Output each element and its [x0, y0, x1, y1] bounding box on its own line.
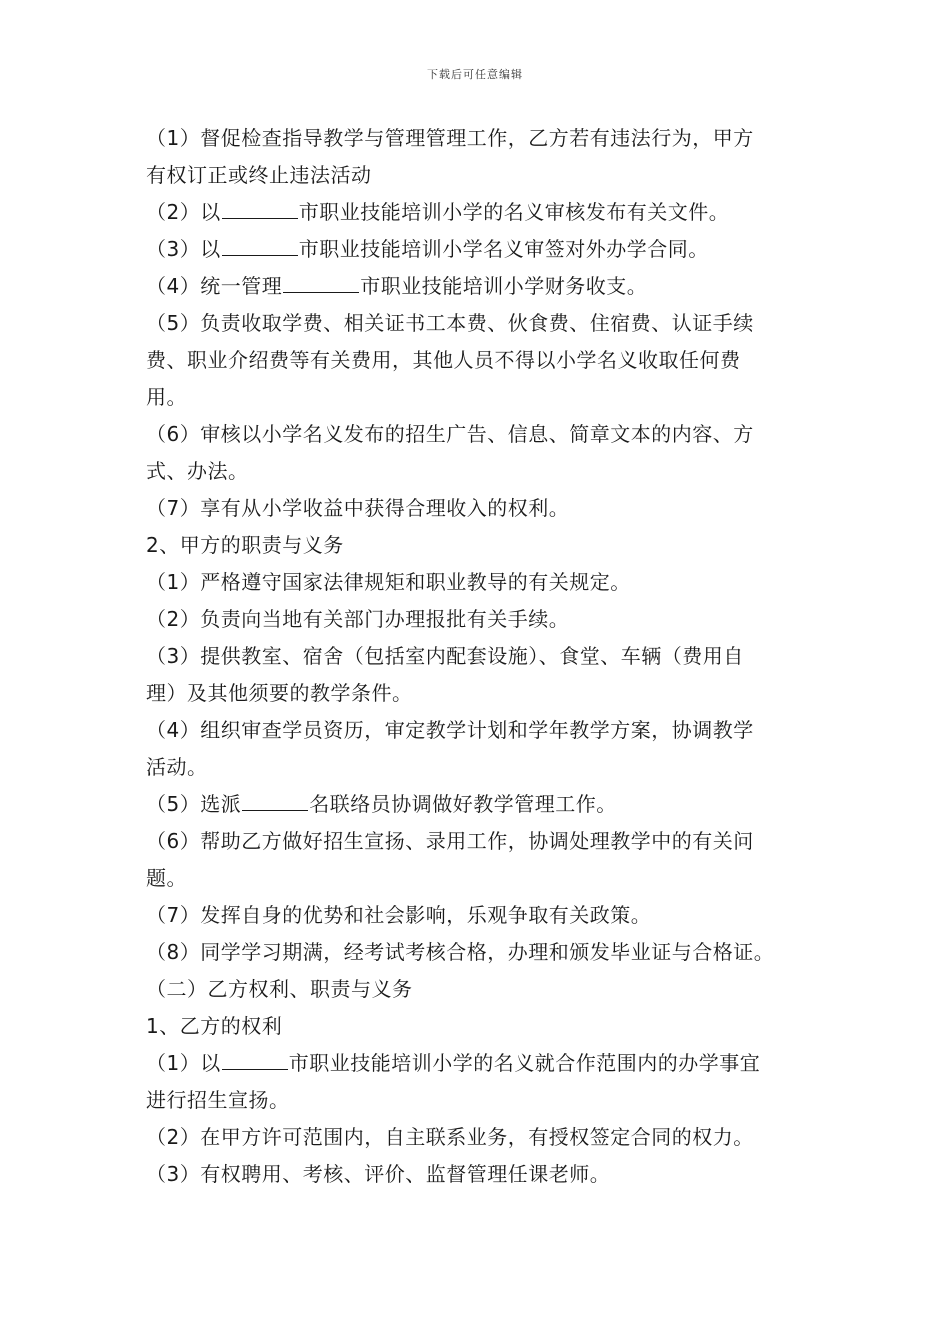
text-line: （二）乙方权利、职责与义务	[146, 977, 413, 1001]
line-prefix: （1）以	[146, 1051, 221, 1075]
text-line: （7）享有从小学收益中获得合理收入的权利。	[146, 496, 570, 520]
line-suffix: 市职业技能培训小学的名义就合作范围内的办学事宜	[288, 1051, 761, 1075]
text-line: 进行招生宣扬。	[146, 1088, 290, 1112]
text-line	[146, 1045, 818, 1082]
text-line: （2）负责向当地有关部门办理报批有关手续。	[146, 607, 570, 631]
text-line: 理）及其他须要的教学条件。	[146, 681, 413, 705]
line-prefix: （3）以	[146, 237, 221, 261]
text-line: （5）负责收取学费、相关证书工本费、伙食费、住宿费、认证手续	[146, 311, 754, 335]
fill-in-blank	[242, 792, 308, 811]
text-line	[146, 268, 818, 305]
text-line: （8）同学学习期满，经考试考核合格，办理和颁发毕业证与合格证。	[146, 940, 775, 964]
text-line: 有权订正或终止违法活动	[146, 163, 372, 187]
line-prefix: （4）统一管理	[146, 274, 283, 298]
text-line: 费、职业介绍费等有关费用，其他人员不得以小学名义收取任何费	[146, 348, 741, 372]
text-line: 1、乙方的权利	[146, 1014, 283, 1038]
text-line: （7）发挥自身的优势和社会影响，乐观争取有关政策。	[146, 903, 652, 927]
fill-in-blank	[222, 237, 298, 256]
fill-in-blank	[283, 274, 359, 293]
text-line: （3）有权聘用、考核、评价、监督管理任课老师。	[146, 1162, 611, 1186]
line-suffix: 市职业技能培训小学的名义审核发布有关文件。	[298, 200, 730, 224]
text-line: 题。	[146, 866, 187, 890]
line-prefix: （2）以	[146, 200, 221, 224]
line-suffix: 市职业技能培训小学名义审签对外办学合同。	[298, 237, 709, 261]
text-line: 活动。	[146, 755, 208, 779]
text-line: （1）督促检查指导教学与管理管理工作，乙方若有违法行为，甲方	[146, 126, 754, 150]
text-line	[146, 194, 818, 231]
text-line: 2、甲方的职责与义务	[146, 533, 344, 557]
text-line	[146, 231, 818, 268]
text-line: （6）帮助乙方做好招生宣扬、录用工作，协调处理教学中的有关问	[146, 829, 754, 853]
fill-in-blank	[222, 200, 298, 219]
page-header: 下载后可任意编辑	[427, 68, 523, 81]
fill-in-blank	[222, 1051, 288, 1070]
text-line	[146, 786, 818, 823]
text-line: （6）审核以小学名义发布的招生广告、信息、简章文本的内容、方	[146, 422, 754, 446]
document-body	[146, 120, 818, 1193]
text-line: 用。	[146, 385, 187, 409]
text-line: （1）严格遵守国家法律规矩和职业教导的有关规定。	[146, 570, 631, 594]
line-prefix: （5）选派	[146, 792, 242, 816]
text-line: （3）提供教室、宿舍（包括室内配套设施）、食堂、车辆（费用自	[146, 644, 744, 668]
text-line: 式、办法。	[146, 459, 249, 483]
line-suffix: 市职业技能培训小学财务收支。	[360, 274, 648, 298]
text-line: （2）在甲方许可范围内，自主联系业务，有授权签定合同的权力。	[146, 1125, 754, 1149]
text-line: （4）组织审查学员资历，审定教学计划和学年教学方案，协调教学	[146, 718, 754, 742]
line-suffix: 名联络员协调做好教学管理工作。	[309, 792, 617, 816]
